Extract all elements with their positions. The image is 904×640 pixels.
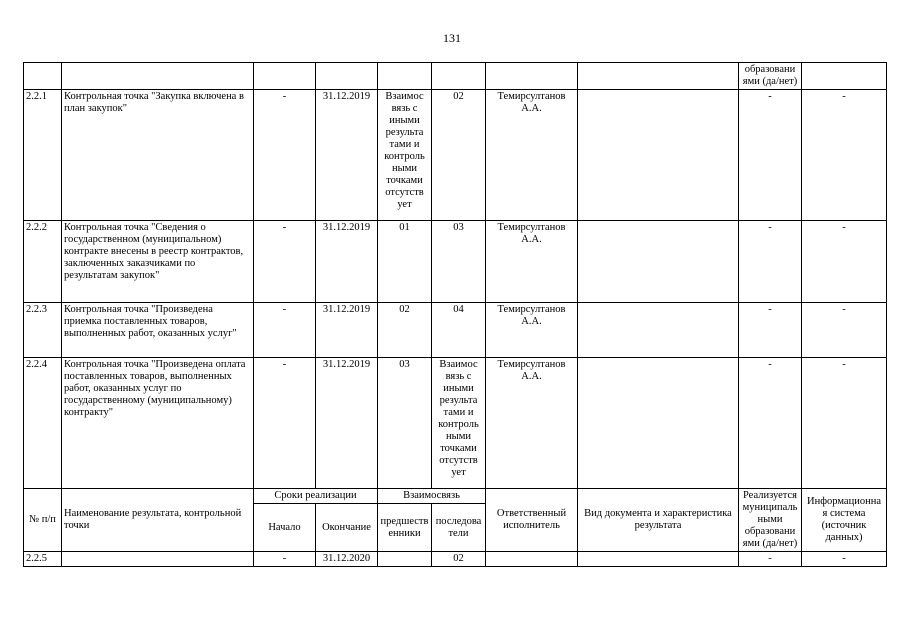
cell-end: 31.12.2019 [316,221,378,303]
table-row [24,90,887,221]
cell-name [62,552,254,567]
cell-start: - [254,90,316,221]
header-doc: Вид документа и характеристика результата [578,489,739,552]
cell-pred: 03 [378,358,432,489]
cell-num: 2.2.1 [24,90,62,221]
cell-doc [578,552,739,567]
cell-mun: - [739,303,802,358]
cell-succ: 02 [432,552,486,567]
cell-start: - [254,552,316,567]
cell-start [254,63,316,90]
header-num: № п/п [24,489,62,552]
cell-name [62,63,254,90]
cell-succ: 04 [432,303,486,358]
cell-pred: 01 [378,221,432,303]
cell-mun: - [739,221,802,303]
cell-info [802,63,887,90]
table-row [24,303,887,358]
cell-pred: 02 [378,303,432,358]
cell-pred: Взаимос вязь с иными результа тами и контроль ными точками отсутств ует [378,90,432,221]
cell-pred [378,63,432,90]
cell-start: - [254,303,316,358]
header-end: Окончание [316,504,378,552]
cell-num: 2.2.5 [24,552,62,567]
header-row [24,489,887,504]
cell-end: 31.12.2020 [316,552,378,567]
table-row [24,552,887,567]
cell-pred [378,552,432,567]
header-name: Наименование результата, контрольной точки [62,489,254,552]
cell-name: Контрольная точка "Закупка включена в план закупок" [62,90,254,221]
cell-end: 31.12.2019 [316,90,378,221]
cell-name: Контрольная точка "Произведена оплата поставленных товаров, выполненных работ, оказанных услуг по государственному (муниципальному) контракту" [62,358,254,489]
cell-num: 2.2.2 [24,221,62,303]
cell-end: 31.12.2019 [316,358,378,489]
header-relation: Взаимосвязь [378,489,486,504]
cell-end: 31.12.2019 [316,303,378,358]
cell-succ [432,63,486,90]
cell-num [24,63,62,90]
cell-num: 2.2.3 [24,303,62,358]
cell-doc [578,358,739,489]
header-deadlines: Сроки реализации [254,489,378,504]
cell-resp: Темирсултанов А.А. [486,90,578,221]
results-table [23,62,887,567]
cell-succ: 03 [432,221,486,303]
cell-end [316,63,378,90]
cell-num: 2.2.4 [24,358,62,489]
cell-mun: - [739,358,802,489]
cell-info: - [802,303,887,358]
cell-name: Контрольная точка "Произведена приемка поставленных товаров, выполненных работ, оказанных услуг" [62,303,254,358]
cell-name: Контрольная точка "Сведения о государственном (муниципальном) контракте внесены в реестр контрактов, заключенных заказчиками по результатам закупок" [62,221,254,303]
cell-mun: - [739,552,802,567]
cell-info: - [802,552,887,567]
cell-info: - [802,90,887,221]
header-pred: предшеств енники [378,504,432,552]
cell-mun: - [739,90,802,221]
header-mun: Реализуется муниципаль ными образовани ями (да/нет) [739,489,802,552]
table-row [24,221,887,303]
cell-resp: Темирсултанов А.А. [486,303,578,358]
cell-resp: Темирсултанов А.А. [486,221,578,303]
cell-doc [578,221,739,303]
header-resp: Ответственный исполнитель [486,489,578,552]
cell-info: - [802,358,887,489]
cell-resp [486,552,578,567]
cell-info: - [802,221,887,303]
cell-doc [578,63,739,90]
table-row [24,358,887,489]
cell-resp: Темирсултанов А.А. [486,358,578,489]
cell-succ: Взаимос вязь с иными результа тами и контроль ными точками отсутств ует [432,358,486,489]
cell-mun: образовани ями (да/нет) [739,63,802,90]
header-start: Начало [254,504,316,552]
header-info: Информационна я система (источник данных) [802,489,887,552]
cell-succ: 02 [432,90,486,221]
page-number: 131 [443,31,461,45]
cell-doc [578,90,739,221]
cell-start: - [254,221,316,303]
cell-start: - [254,358,316,489]
cell-doc [578,303,739,358]
table-row [24,63,887,90]
header-succ: последова тели [432,504,486,552]
cell-resp [486,63,578,90]
